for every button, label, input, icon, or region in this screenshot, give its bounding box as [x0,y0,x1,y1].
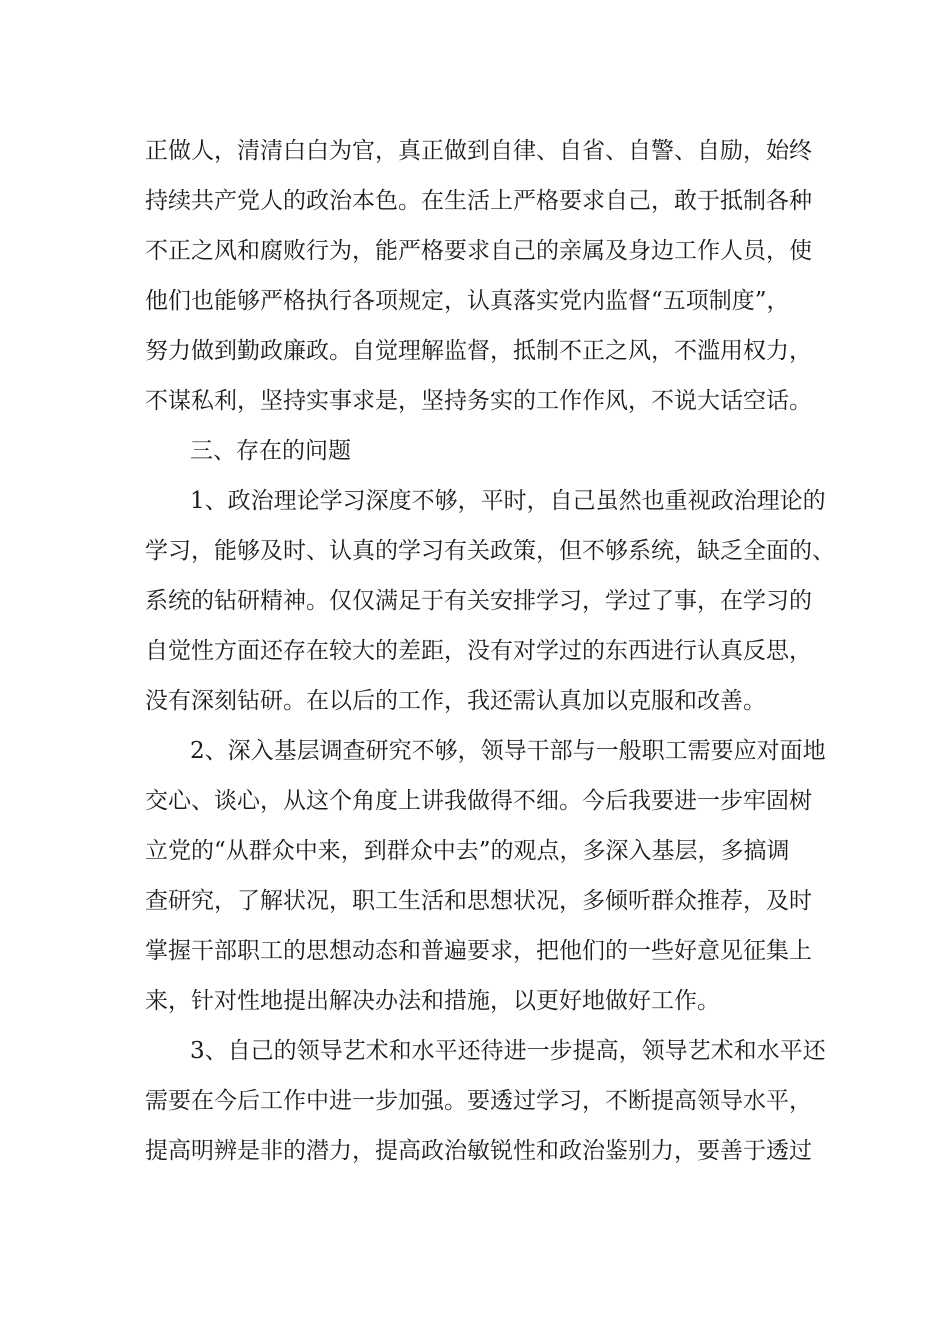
text-line: 1、政治理论学习深度不够，平时，自己虽然也重视政治理论的 [190,488,826,514]
text-line: 不谋私利，坚持实事求是，坚持务实的工作作风，不说大话空话。 [145,388,812,414]
text-line: 交心、谈心，从这个角度上讲我做得不细。今后我要进一步牢固树 [145,788,812,814]
text-line: 正做人，清清白白为官，真正做到自律、自省、自警、自励，始终 [145,138,812,164]
text-line: 来，针对性地提出解决办法和措施，以更好地做好工作。 [145,988,720,1014]
text-line: 他们也能够严格执行各项规定，认真落实党内监督“五项制度”， [145,288,790,314]
text-line: 3、自己的领导艺术和水平还待进一步提高，领导艺术和水平还 [190,1038,826,1064]
text-line: 掌握干部职工的思想动态和普遍要求，把他们的一些好意见征集上 [145,938,812,964]
section-heading: 三、存在的问题 [190,438,351,464]
text-line: 需要在今后工作中进一步加强。要透过学习，不断提高领导水平， [145,1088,812,1114]
text-line: 提高明辨是非的潜力，提高政治敏锐性和政治鉴别力，要善于透过 [145,1138,812,1164]
text-line: 查研究，了解状况，职工生活和思想状况，多倾听群众推荐，及时 [145,888,812,914]
text-line: 自觉性方面还存在较大的差距，没有对学过的东西进行认真反思， [145,638,812,664]
text-line: 不正之风和腐败行为，能严格要求自己的亲属及身边工作人员，使 [145,238,812,264]
text-line: 2、深入基层调查研究不够，领导干部与一般职工需要应对面地 [190,738,826,764]
text-line: 努力做到勤政廉政。自觉理解监督，抵制不正之风，不滥用权力， [145,338,812,364]
text-line: 系统的钻研精神。仅仅满足于有关安排学习，学过了事，在学习的 [145,588,812,614]
text-line: 学习，能够及时、认真的学习有关政策，但不够系统，缺乏全面的、 [145,538,835,564]
text-line: 立党的“从群众中来，到群众中去”的观点，多深入基层，多搞调 [145,838,790,864]
text-line: 持续共产党人的政治本色。在生活上严格要求自己，敢于抵制各种 [145,188,812,214]
text-line: 没有深刻钻研。在以后的工作，我还需认真加以克服和改善。 [145,688,766,714]
